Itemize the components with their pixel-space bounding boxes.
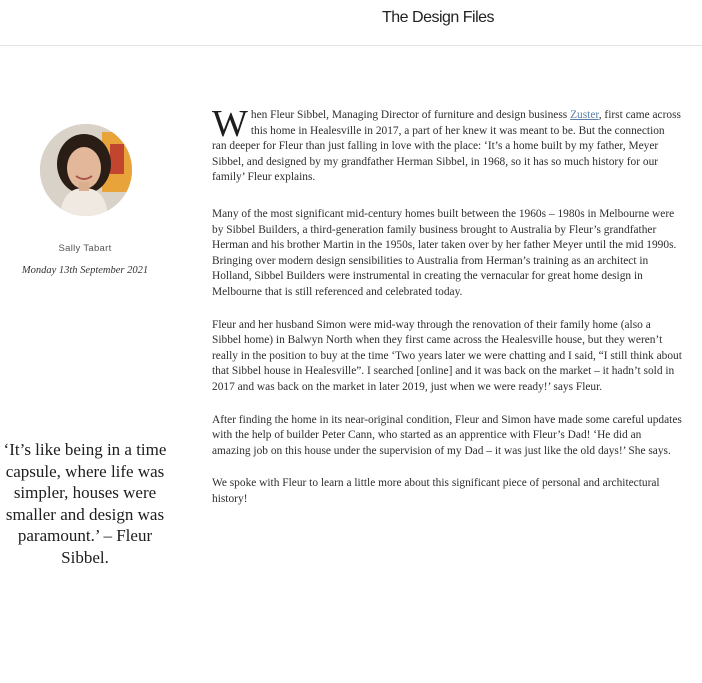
article-paragraph-5: We spoke with Fleur to learn a little more about this significant piece of personal and architectural history! <box>212 477 660 505</box>
article-paragraph-2: Many of the most significant mid-century homes built between the 1960s – 1980s in Melbourne were by Sibbel Builders, a third-generation family business brought to Australia by Fleur’s grandfather Herman and his brother Martin in the 1950s, later taken over by her father Meyer until the mid 1990s. Bringing over modern design sensibilities to Australia from Herman’s training as an architect in Holland, Sibbel Builders were instrumental in creating the vernacular for great home design in Melbourne that is still referenced and celebrated today. <box>212 207 677 298</box>
paragraph-text: , first came across this home in Healesville in 2017, a part of her knew it was meant to be. But the connection ran deeper for Fleur than just falling in love with the place: ‘It’s a home built by my father, Meyer Sibbel, and designed by my grandfather Herman Sibbel, in 1968, so it has so much history for our family’ Fleur explains. <box>212 109 681 184</box>
site-title[interactable]: The Design Files <box>382 9 495 26</box>
author-avatar <box>40 124 132 216</box>
article-paragraph-4: After finding the home in its near-original condition, Fleur and Simon have made some careful updates with the help of builder Peter Cann, who started as an apprentice with Fleur’s Dad! ‘He did an amazing job on this house under the supervision of my Dad – it was just like the old days!’ She says. <box>212 413 682 457</box>
author-photo <box>40 124 132 216</box>
article-body <box>212 103 682 524</box>
author-name[interactable]: Sally Tabart <box>58 243 112 254</box>
paragraph-text: hen Fleur Sibbel, Managing Director of furniture and design business <box>250 109 571 121</box>
zuster-link[interactable]: Zuster <box>570 109 599 121</box>
drop-cap: W <box>212 103 248 145</box>
site-header <box>0 0 702 46</box>
pull-quote: ‘It’s like being in a time capsule, where life was simpler, houses were smaller and design was paramount.’ – Fleur Sibbel. <box>3 440 167 567</box>
article-paragraph-3: Fleur and her husband Simon were mid-way through the renovation of their family home (also a Sibbel home) in Balwyn North when they first came across the Healesville house, but they weren’t really in the position to buy at the time ‘Two years later we were chatting and I said, “I still think about that Sibbel house in Healesville”. I searched [online] and it was back on the market – it hadn’t sold in 2017 and was back on the market in later 2019, just when we were ready!’ says Fleur. <box>212 318 682 393</box>
article-paragraph-1 <box>212 103 682 186</box>
publish-date: Monday 13th September 2021 <box>21 265 149 276</box>
